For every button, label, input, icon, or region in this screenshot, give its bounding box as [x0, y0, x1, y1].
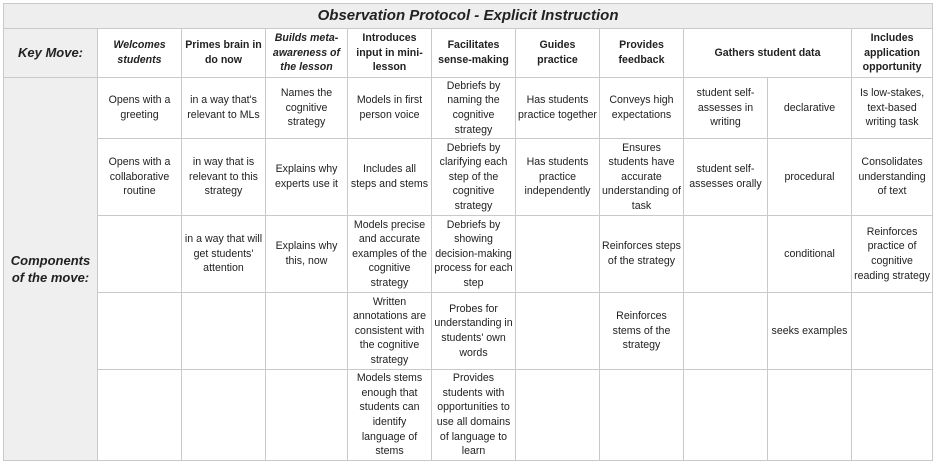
cell-includes — [852, 370, 933, 461]
table-row — [4, 78, 933, 139]
cell-guides — [516, 216, 600, 293]
cell-facilitates: Debriefs by clarifying each step of the cognitive strategy — [432, 139, 516, 216]
key-move-label: Key Move: — [4, 29, 98, 78]
cell-primes: in a way that's relevant to MLs — [182, 78, 266, 139]
cell-guides — [516, 293, 600, 370]
header-introduces: Introduces input in mini-lesson — [348, 29, 432, 78]
cell-gathers-a — [684, 370, 768, 461]
cell-feedback: Ensures students have accurate understanding of task — [600, 139, 684, 216]
header-welcomes: Welcomes students — [98, 29, 182, 78]
cell-feedback: Reinforces steps of the strategy — [600, 216, 684, 293]
cell-guides: Has students practice together — [516, 78, 600, 139]
cell-facilitates: Debriefs by showing decision-making process for each step — [432, 216, 516, 293]
cell-introduces: Models precise and accurate examples of the cognitive strategy — [348, 216, 432, 293]
table-row — [4, 293, 933, 370]
header-row — [4, 29, 933, 78]
cell-includes: Consolidates understanding of text — [852, 139, 933, 216]
table-row — [4, 216, 933, 293]
cell-facilitates: Debriefs by naming the cognitive strategy — [432, 78, 516, 139]
cell-gathers-b: conditional — [768, 216, 852, 293]
protocol-table — [3, 3, 933, 461]
cell-primes: in way that is relevant to this strategy — [182, 139, 266, 216]
cell-feedback: Reinforces stems of the strategy — [600, 293, 684, 370]
cell-introduces: Written annotations are consistent with the cognitive strategy — [348, 293, 432, 370]
cell-primes: in a way that will get students' attention — [182, 216, 266, 293]
header-includes: Includes application opportunity — [852, 29, 933, 78]
table-row — [4, 370, 933, 461]
cell-primes — [182, 293, 266, 370]
components-label — [4, 78, 98, 461]
observation-protocol — [3, 3, 932, 461]
cell-facilitates: Provides students with opportunities to use all domains of language to learn — [432, 370, 516, 461]
cell-facilitates: Probes for understanding in students' own words — [432, 293, 516, 370]
cell-builds: Explains why this, now — [266, 216, 348, 293]
cell-includes: Reinforces practice of cognitive reading strategy — [852, 216, 933, 293]
cell-builds — [266, 293, 348, 370]
cell-gathers-a: student self-assesses orally — [684, 139, 768, 216]
cell-introduces: Models in first person voice — [348, 78, 432, 139]
cell-gathers-b — [768, 370, 852, 461]
table-row — [4, 139, 933, 216]
header-gathers: Gathers student data — [684, 29, 852, 78]
cell-welcomes: Opens with a collaborative routine — [98, 139, 182, 216]
header-guides: Guides practice — [516, 29, 600, 78]
cell-includes — [852, 293, 933, 370]
cell-gathers-a — [684, 293, 768, 370]
page-title: Observation Protocol - Explicit Instruction — [4, 4, 933, 29]
cell-introduces: Models stems enough that students can identify language of stems — [348, 370, 432, 461]
cell-introduces: Includes all steps and stems — [348, 139, 432, 216]
cell-gathers-b: seeks examples — [768, 293, 852, 370]
cell-feedback — [600, 370, 684, 461]
header-builds: Builds meta-awareness of the lesson — [266, 29, 348, 78]
cell-builds: Explains why experts use it — [266, 139, 348, 216]
cell-includes: Is low-stakes, text-based writing task — [852, 78, 933, 139]
cell-builds: Names the cognitive strategy — [266, 78, 348, 139]
cell-welcomes — [98, 216, 182, 293]
header-feedback: Provides feedback — [600, 29, 684, 78]
cell-welcomes — [98, 370, 182, 461]
cell-feedback: Conveys high expectations — [600, 78, 684, 139]
cell-gathers-a: student self-assesses in writing — [684, 78, 768, 139]
cell-welcomes: Opens with a greeting — [98, 78, 182, 139]
cell-guides: Has students practice independently — [516, 139, 600, 216]
components-label-line1: Components — [10, 253, 91, 268]
header-primes: Primes brain in do now — [182, 29, 266, 78]
cell-gathers-b: declarative — [768, 78, 852, 139]
header-facilitates: Facilitates sense-making — [432, 29, 516, 78]
cell-builds — [266, 370, 348, 461]
components-label-line2: of the move: — [11, 270, 90, 285]
cell-primes — [182, 370, 266, 461]
cell-welcomes — [98, 293, 182, 370]
cell-gathers-a — [684, 216, 768, 293]
cell-gathers-b: procedural — [768, 139, 852, 216]
cell-guides — [516, 370, 600, 461]
